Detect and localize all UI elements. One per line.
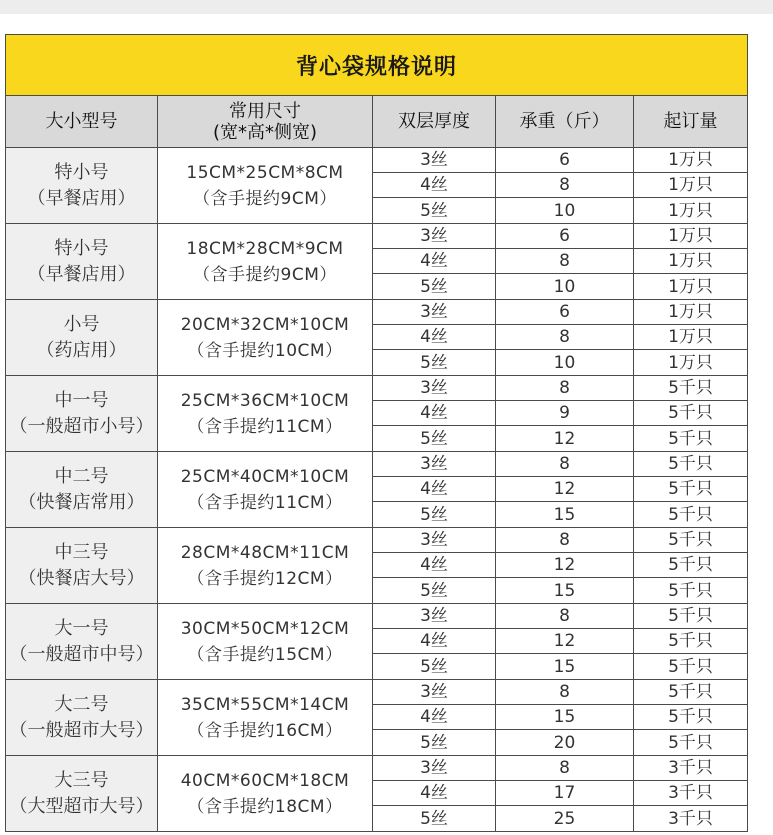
model-usage: （一般超市中号） (9, 643, 154, 665)
moq-cell: 5千只 (634, 553, 748, 578)
moq-cell: 3千只 (634, 781, 748, 806)
size-handle-note: （含手提约10CM） (187, 340, 343, 361)
table-title: 背心袋规格说明 (6, 35, 748, 96)
thickness-cell: 3丝 (373, 604, 496, 629)
model-name: 大三号 (54, 769, 109, 791)
load-cell: 12 (496, 477, 634, 502)
size-dimensions: 15CM*25CM*8CM (186, 162, 344, 183)
spec-row (6, 224, 748, 249)
moq-cell: 3千只 (634, 806, 748, 832)
size-cell (158, 376, 373, 452)
size-dimensions: 25CM*36CM*10CM (180, 390, 350, 411)
moq-cell: 1万只 (634, 350, 748, 376)
size-handle-note: （含手提约9CM） (193, 188, 337, 209)
header-load: 承重（斤） (496, 96, 634, 148)
load-cell: 8 (496, 604, 634, 629)
thickness-cell: 4丝 (373, 781, 496, 806)
moq-cell: 5千只 (634, 654, 748, 680)
load-cell: 8 (496, 173, 634, 198)
load-cell: 12 (496, 629, 634, 654)
size-dimensions: 18CM*28CM*9CM (186, 238, 344, 259)
size-cell (158, 224, 373, 300)
load-cell: 15 (496, 705, 634, 730)
thickness-cell: 5丝 (373, 198, 496, 224)
thickness-cell: 3丝 (373, 300, 496, 325)
load-cell: 10 (496, 198, 634, 224)
spec-body (6, 148, 748, 832)
size-cell (158, 148, 373, 224)
moq-cell: 5千只 (634, 477, 748, 502)
moq-cell: 1万只 (634, 300, 748, 325)
load-cell: 8 (496, 680, 634, 705)
spec-row (6, 756, 748, 781)
moq-cell: 5千只 (634, 401, 748, 426)
moq-cell: 5千只 (634, 528, 748, 553)
thickness-cell: 4丝 (373, 477, 496, 502)
spec-row (6, 604, 748, 629)
size-handle-note: （含手提约16CM） (187, 720, 343, 741)
model-usage: （大型超市大号） (9, 795, 154, 817)
moq-cell: 5千只 (634, 680, 748, 705)
model-name: 大一号 (54, 617, 109, 639)
moq-cell: 1万只 (634, 325, 748, 350)
load-cell: 12 (496, 553, 634, 578)
size-handle-note: （含手提约12CM） (187, 568, 343, 589)
spec-row (6, 148, 748, 173)
spec-row (6, 452, 748, 477)
thickness-cell: 3丝 (373, 452, 496, 477)
header-moq: 起订量 (634, 96, 748, 148)
model-usage: （早餐店用） (27, 263, 136, 285)
model-cell (6, 376, 158, 452)
model-name: 中三号 (54, 541, 109, 563)
size-handle-note: （含手提约15CM） (187, 644, 343, 665)
size-dimensions: 20CM*32CM*10CM (180, 314, 350, 335)
load-cell: 9 (496, 401, 634, 426)
moq-cell: 5千只 (634, 578, 748, 604)
moq-cell: 1万只 (634, 173, 748, 198)
title-row (6, 35, 748, 96)
model-usage: （药店用） (36, 339, 127, 361)
thickness-cell: 3丝 (373, 224, 496, 249)
model-name: 特小号 (54, 237, 109, 259)
thickness-cell: 4丝 (373, 401, 496, 426)
model-usage: （早餐店用） (27, 187, 136, 209)
size-cell (158, 300, 373, 376)
thickness-cell: 5丝 (373, 426, 496, 452)
load-cell: 20 (496, 730, 634, 756)
moq-cell: 5千只 (634, 502, 748, 528)
moq-cell: 5千只 (634, 730, 748, 756)
thickness-cell: 3丝 (373, 148, 496, 173)
moq-cell: 5千只 (634, 452, 748, 477)
size-handle-note: （含手提约11CM） (187, 416, 343, 437)
model-name: 中二号 (54, 465, 109, 487)
header-size-line2: (宽*高*侧宽) (212, 121, 318, 143)
header-size-line1: 常用尺寸 (229, 100, 301, 122)
load-cell: 15 (496, 502, 634, 528)
thickness-cell: 5丝 (373, 578, 496, 604)
model-cell (6, 680, 158, 756)
model-cell (6, 528, 158, 604)
thickness-cell: 4丝 (373, 249, 496, 274)
model-cell (6, 452, 158, 528)
model-usage: （一般超市小号） (9, 415, 154, 437)
moq-cell: 5千只 (634, 426, 748, 452)
load-cell: 15 (496, 654, 634, 680)
moq-cell: 1万只 (634, 274, 748, 300)
moq-cell: 1万只 (634, 249, 748, 274)
load-cell: 8 (496, 325, 634, 350)
load-cell: 6 (496, 300, 634, 325)
thickness-cell: 5丝 (373, 730, 496, 756)
thickness-cell: 5丝 (373, 502, 496, 528)
thickness-cell: 4丝 (373, 173, 496, 198)
thickness-cell: 3丝 (373, 376, 496, 401)
size-dimensions: 30CM*50CM*12CM (180, 618, 350, 639)
spec-row (6, 300, 748, 325)
size-dimensions: 35CM*55CM*14CM (180, 694, 350, 715)
load-cell: 25 (496, 806, 634, 832)
load-cell: 6 (496, 148, 634, 173)
thickness-cell: 3丝 (373, 528, 496, 553)
size-handle-note: （含手提约11CM） (187, 492, 343, 513)
thickness-cell: 5丝 (373, 654, 496, 680)
size-cell (158, 756, 373, 832)
load-cell: 8 (496, 756, 634, 781)
thickness-cell: 3丝 (373, 680, 496, 705)
load-cell: 6 (496, 224, 634, 249)
top-strip (0, 0, 773, 14)
thickness-cell: 5丝 (373, 806, 496, 832)
moq-cell: 3千只 (634, 756, 748, 781)
model-usage: （快餐店常用） (18, 491, 145, 513)
spec-table (5, 34, 748, 832)
moq-cell: 5千只 (634, 376, 748, 401)
moq-cell: 1万只 (634, 224, 748, 249)
thickness-cell: 5丝 (373, 350, 496, 376)
load-cell: 17 (496, 781, 634, 806)
model-name: 小号 (63, 313, 100, 335)
load-cell: 8 (496, 528, 634, 553)
header-model: 大小型号 (6, 96, 158, 148)
load-cell: 12 (496, 426, 634, 452)
moq-cell: 5千只 (634, 604, 748, 629)
size-handle-note: （含手提约9CM） (193, 264, 337, 285)
size-cell (158, 604, 373, 680)
spec-row (6, 376, 748, 401)
header-row (6, 96, 748, 148)
thickness-cell: 4丝 (373, 553, 496, 578)
model-cell (6, 148, 158, 224)
size-dimensions: 25CM*40CM*10CM (180, 466, 350, 487)
model-cell (6, 300, 158, 376)
thickness-cell: 3丝 (373, 756, 496, 781)
header-thickness: 双层厚度 (373, 96, 496, 148)
model-usage: （一般超市大号） (9, 719, 154, 741)
size-cell (158, 680, 373, 756)
spec-row (6, 528, 748, 553)
moq-cell: 1万只 (634, 148, 748, 173)
load-cell: 15 (496, 578, 634, 604)
moq-cell: 5千只 (634, 705, 748, 730)
moq-cell: 5千只 (634, 629, 748, 654)
size-handle-note: （含手提约18CM） (187, 796, 343, 817)
thickness-cell: 4丝 (373, 325, 496, 350)
load-cell: 8 (496, 249, 634, 274)
size-dimensions: 40CM*60CM*18CM (180, 770, 350, 791)
model-cell (6, 604, 158, 680)
load-cell: 10 (496, 274, 634, 300)
moq-cell: 1万只 (634, 198, 748, 224)
load-cell: 8 (496, 376, 634, 401)
model-name: 中一号 (54, 389, 109, 411)
load-cell: 8 (496, 452, 634, 477)
size-cell (158, 528, 373, 604)
spec-row (6, 680, 748, 705)
model-cell (6, 756, 158, 832)
header-size (158, 96, 373, 148)
thickness-cell: 5丝 (373, 274, 496, 300)
model-usage: （快餐店大号） (18, 567, 145, 589)
size-dimensions: 28CM*48CM*11CM (180, 542, 350, 563)
model-name: 特小号 (54, 161, 109, 183)
thickness-cell: 4丝 (373, 705, 496, 730)
load-cell: 10 (496, 350, 634, 376)
size-cell (158, 452, 373, 528)
thickness-cell: 4丝 (373, 629, 496, 654)
model-name: 大二号 (54, 693, 109, 715)
model-cell (6, 224, 158, 300)
